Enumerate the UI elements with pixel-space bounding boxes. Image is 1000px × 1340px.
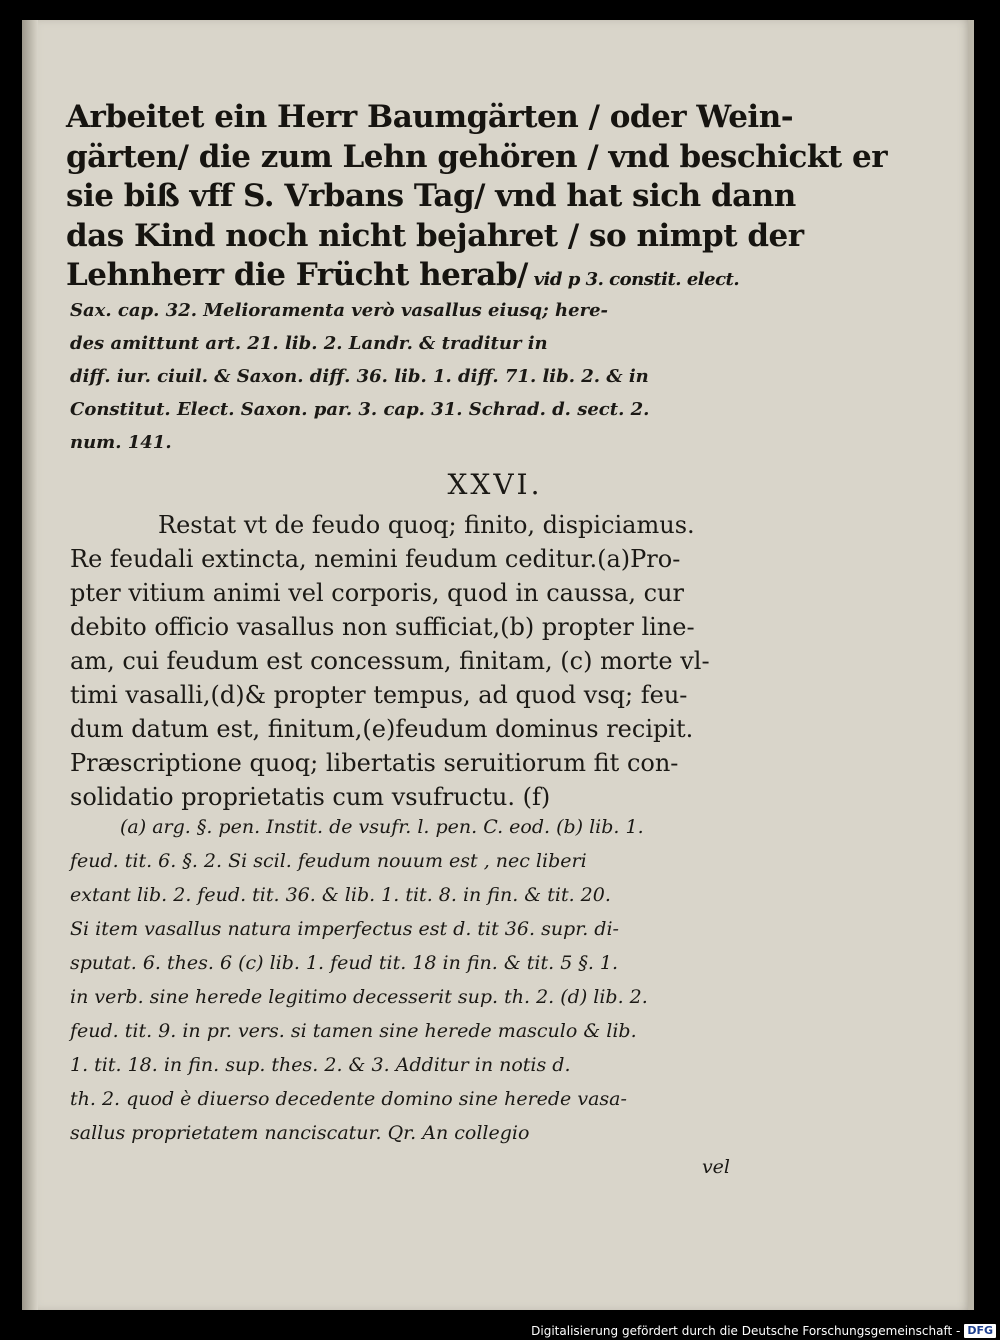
footnote-line: sputat. 6. thes. 6 (c) lib. 1. feud tit. 18 in fin. & tit. 5 §. 1. bbox=[70, 952, 619, 974]
inline-citation: vid p 3. constit. elect. bbox=[527, 269, 740, 290]
text-line: Sax. cap. 32. Melioramenta verò vasallus eiusq; here- bbox=[70, 300, 608, 321]
text-line: des amittunt art. 21. lib. 2. Landr. & traditur in bbox=[70, 333, 548, 354]
text-line: Re feudali extincta, nemini feudum ceditur.(a)Pro- bbox=[70, 545, 681, 573]
text-line: debito officio vasallus non sufficiat,(b) propter line- bbox=[70, 613, 695, 641]
text-line: timi vasalli,(d)& propter tempus, ad quod vsq; feu- bbox=[70, 681, 688, 709]
text-line: am, cui feudum est concessum, finitam, (c) morte vl- bbox=[70, 647, 710, 675]
text-line-part: Lehnherr die Frücht herab/ bbox=[66, 257, 528, 293]
text-line: sie biß vff S. Vrbans Tag/ vnd hat sich dann bbox=[66, 178, 796, 214]
footnote-line: th. 2. quod è diuerso decedente domino sine herede vasa- bbox=[70, 1088, 627, 1110]
digitization-credit bbox=[531, 1324, 996, 1338]
footnote-line: sallus proprietatem nanciscatur. Qr. An collegio bbox=[70, 1122, 530, 1144]
citation-block bbox=[70, 294, 740, 459]
text-line: solidatio proprietatis cum vsufructu. (f) bbox=[70, 783, 551, 811]
text-line: Restat vt de feudo quoq; finito, dispiciamus. bbox=[158, 511, 695, 539]
footnote-line: feud. tit. 9. in pr. vers. si tamen sine herede masculo & lib. bbox=[70, 1020, 637, 1042]
text-line bbox=[66, 256, 740, 300]
footnotes bbox=[70, 810, 740, 1184]
fraktur-paragraph bbox=[66, 98, 888, 300]
catchword: vel bbox=[701, 1156, 730, 1178]
text-line: pter vitium animi vel corporis, quod in caussa, cur bbox=[70, 579, 684, 607]
book-page bbox=[22, 20, 974, 1310]
footnote-line: Si item vasallus natura imperfectus est d. tit 36. supr. di- bbox=[70, 918, 619, 940]
footnote-line: extant lib. 2. feud. tit. 36. & lib. 1. tit. 8. in fin. & tit. 20. bbox=[70, 884, 611, 906]
text-line: Constitut. Elect. Saxon. par. 3. cap. 31. Schrad. d. sect. 2. bbox=[70, 399, 650, 420]
text-line: dum datum est, finitum,(e)feudum dominus recipit. bbox=[70, 715, 694, 743]
credit-text: Digitalisierung gefördert durch die Deutsche Forschungsgemeinschaft - bbox=[531, 1324, 961, 1338]
text-line: Præscriptione quoq; libertatis seruitiorum fit con- bbox=[70, 749, 679, 777]
footnote-line: feud. tit. 6. §. 2. Si scil. feudum nouum est , nec liberi bbox=[70, 850, 587, 872]
text-line: Arbeitet ein Herr Baumgärten / oder Wein- bbox=[66, 99, 794, 135]
dfg-logo: DFG bbox=[964, 1324, 996, 1338]
section-heading: XXVI. bbox=[447, 468, 543, 501]
footnote-line: (a) arg. §. pen. Instit. de vsufr. l. pen. C. eod. (b) lib. 1. bbox=[120, 816, 644, 838]
footnote-line: 1. tit. 18. in fin. sup. thes. 2. & 3. Additur in notis d. bbox=[70, 1054, 571, 1076]
text-line: das Kind noch nicht bejahret / so nimpt der bbox=[66, 217, 804, 254]
text-line: num. 141. bbox=[70, 432, 172, 453]
latin-paragraph bbox=[70, 508, 740, 814]
text-line: gärten/ die zum Lehn gehören / vnd beschickt er bbox=[66, 138, 888, 175]
text-line: diff. iur. ciuil. & Saxon. diff. 36. lib. 1. diff. 71. lib. 2. & in bbox=[70, 366, 649, 387]
footnote-line: in verb. sine herede legitimo decesserit sup. th. 2. (d) lib. 2. bbox=[70, 986, 648, 1008]
page-gutter-shadow bbox=[22, 20, 38, 1310]
